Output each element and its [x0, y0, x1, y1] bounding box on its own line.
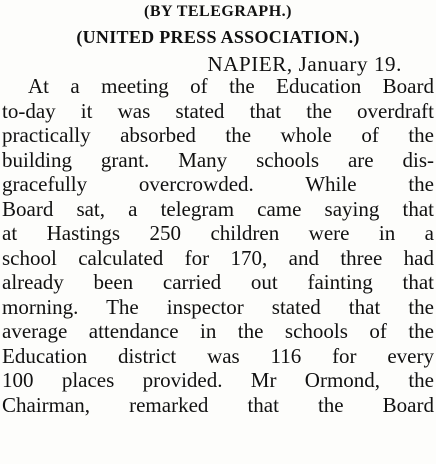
press-agency-heading: (UNITED PRESS ASSOCIATION.)	[76, 27, 360, 47]
dateline: NAPIER, January 19.	[207, 52, 402, 76]
article-line: school calculated for 170, and three had	[2, 245, 434, 270]
article-line: Board sat, a telegram came saying that	[2, 196, 434, 221]
article-line: already been carried out fainting that	[2, 270, 434, 294]
article-line: building grant. Many schools are dis-	[2, 147, 434, 172]
article-line: average attendance in the schools of the	[2, 319, 434, 343]
article-line: At a meeting of the Education Board	[28, 74, 434, 98]
article-line: Chairman, remarked that the Board	[2, 392, 434, 417]
article-line: at Hastings 250 children were in a	[2, 221, 434, 245]
article-line: Education district was 116 for every	[2, 343, 434, 368]
article-body	[2, 74, 434, 417]
article-line: to-day it was stated that the overdraft	[2, 98, 434, 123]
article-line: morning. The inspector stated that the	[2, 294, 434, 319]
article-line: 100 places provided. Mr Ormond, the	[2, 368, 434, 392]
telegraph-kicker: (BY TELEGRAPH.)	[144, 3, 292, 20]
article-line: practically absorbed the whole of the	[2, 123, 434, 147]
article-line: gracefully overcrowded. While the	[2, 172, 434, 196]
